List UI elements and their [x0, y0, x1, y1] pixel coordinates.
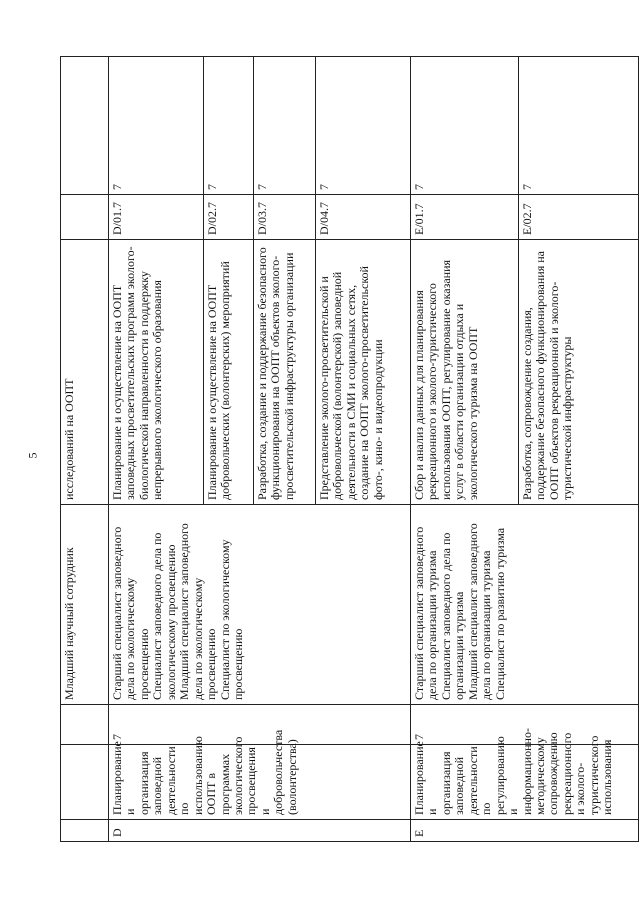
cell-empty [61, 745, 109, 820]
cell-function-code: D/01.7 [109, 195, 204, 240]
cell-function: Сбор и анализ данных для планирования рекреационного и эколого-туристического использования ООПТ, регулирование оказания услуг в области организации отдыха и экологического туризма на ООПТ [411, 240, 519, 505]
cell-empty [61, 820, 109, 842]
cell-function-level: 7 [316, 57, 411, 195]
rotated-table-wrapper [60, 57, 638, 842]
cell-function-level: 7 [109, 57, 204, 195]
cell-function-level: 7 [204, 57, 254, 195]
cell-general-function: Планирование и организация заповедной деятельности по использованию ООПТ в программах экологического просвещения и добровольчества (волонтерства) [109, 745, 411, 820]
position-line: Старший специалист заповедного дела по организации туризма Специалист заповедного дела по организации туризма Младший специалист заповедного дела по организации туризма Специалист по развитию туризма [412, 523, 507, 700]
cell-function: Разработка, сопровождение создания, поддержание безопасного функционирования на ООПТ объектов рекреационной и эколого-туристической инфраструктуры [519, 240, 639, 505]
cell-function-code: E/02.7 [519, 195, 639, 240]
cell-position: Младший научный сотрудник [61, 505, 109, 705]
table-row [411, 57, 519, 842]
functions-table [60, 56, 639, 842]
position-line: Старший специалист заповедного дела по экологическому просвещению Специалист заповедного дела по экологическому просвещению Младший специалист заповедного дела по экологическому просвещению Специалист по экологическому просвещению [110, 523, 245, 700]
cell-function: Представление эколого-просветительской и добровольческой (волонтерской) заповедной деятельности в СМИ и социальных сетях, создание на ООПТ эколого-просветительской фото-, кино- и видеопродукции [316, 240, 411, 505]
cell-function-level: 7 [519, 57, 639, 195]
page-number: 5 [25, 452, 40, 459]
cell-function-code: D/02.7 [204, 195, 254, 240]
cell-positions [411, 505, 639, 705]
cell-function-level: 7 [254, 57, 316, 195]
cell-empty [61, 705, 109, 745]
cell-code: D [109, 820, 411, 842]
cell-function: Планирование и осуществление на ООПТ добровольческих (волонтерских) мероприятий [204, 240, 254, 505]
table-row-continued [61, 57, 109, 842]
cell-code: E [411, 820, 639, 842]
cell-function: исследований на ООПТ [61, 240, 109, 505]
cell-level: 7 [411, 705, 639, 745]
cell-empty [61, 57, 109, 195]
cell-function-code: E/01.7 [411, 195, 519, 240]
cell-empty [61, 195, 109, 240]
table-row [109, 57, 204, 842]
cell-positions [109, 505, 411, 705]
cell-function-level: 7 [411, 57, 519, 195]
cell-level: 7 [109, 705, 411, 745]
cell-general-function: Планирование и организация заповедной деятельности по регулированию и информационно-методическому сопровождению рекреационного и эколого-туристического использования [411, 745, 639, 820]
cell-function: Разработка, создание и поддержание безопасного функционирования на ООПТ объектов эколого-просветительской инфраструктуры организации [254, 240, 316, 505]
cell-function-code: D/04.7 [316, 195, 411, 240]
cell-function: Планирование и осуществление на ООПТ заповедных просветительских программ эколого-биологической направленности в поддержку непрерывного экологического образования [109, 240, 204, 505]
cell-function-code: D/03.7 [254, 195, 316, 240]
